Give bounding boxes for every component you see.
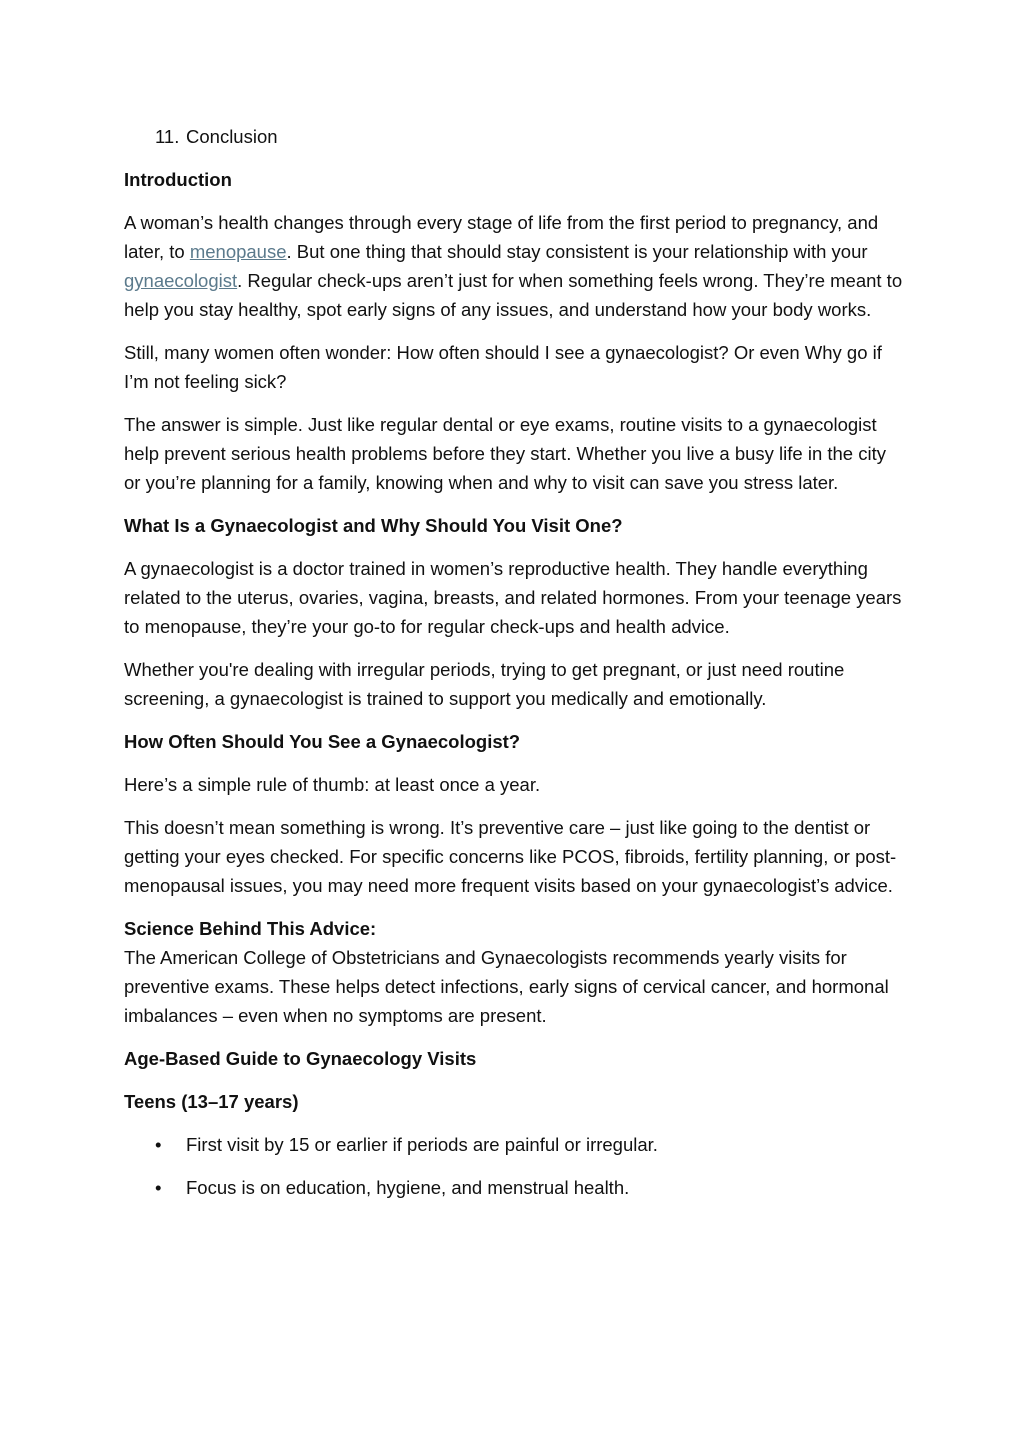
toc-item-number: 11.	[155, 126, 180, 147]
introduction-paragraph-2: Still, many women often wonder: How often should I see a gynaecologist? Or even Why go if I’m not feeling sick?	[124, 342, 882, 392]
intro-text-2: . But one thing that should stay consistent is your relationship with your	[286, 241, 868, 262]
how-often-paragraph-1: Here’s a simple rule of thumb: at least once a year.	[124, 774, 541, 795]
intro-text-1: A woman’s health changes through every stage of life from the first period to pregnancy, and later, to	[124, 212, 879, 262]
how-often-paragraph-2: This doesn’t mean something is wrong. It’s preventive care – just like going to the dentist or getting your eyes checked. For specific concerns like PCOS, fibroids, fertility planning, or post-menopausal issues, you may need more frequent visits based on your gynaecologist’s advice.	[124, 817, 897, 896]
introduction-paragraph-1	[124, 208, 904, 324]
introduction-heading: Introduction	[124, 169, 232, 190]
bullet-icon: •	[155, 1134, 162, 1155]
document-page	[124, 122, 904, 1216]
list-item-text: First visit by 15 or earlier if periods are painful or irregular.	[186, 1134, 658, 1155]
list-item	[124, 1173, 904, 1202]
introduction-paragraph-3: The answer is simple. Just like regular dental or eye exams, routine visits to a gynaecologist help prevent serious health problems before they start. Whether you live a busy life in the city or you’re planning for a family, knowing when and why to visit can save you stress later.	[124, 414, 886, 493]
science-heading: Science Behind This Advice:	[124, 918, 377, 939]
toc-item-label: Conclusion	[186, 126, 278, 147]
science-text: The American College of Obstetricians and Gynaecologists recommends yearly visits for preventive exams. These helps detect infections, early signs of cervical cancer, and hormonal imbalances – even when no symptoms are present.	[124, 947, 889, 1026]
what-is-heading: What Is a Gynaecologist and Why Should You Visit One?	[124, 515, 623, 536]
gynaecologist-link[interactable]: gynaecologist	[124, 270, 238, 291]
list-item	[124, 1130, 904, 1159]
menopause-link[interactable]: menopause	[189, 241, 287, 262]
what-is-paragraph-1: A gynaecologist is a doctor trained in women’s reproductive health. They handle everything related to the uterus, ovaries, vagina, breasts, and related hormones. From your teenage years to menopause, they’re your go-to for regular check-ups and health advice.	[124, 558, 902, 637]
science-block	[124, 914, 904, 1030]
toc-item-conclusion[interactable]	[124, 122, 904, 151]
intro-text-3: . Regular check-ups aren’t just for when something feels wrong. They’re meant to help you stay healthy, spot early signs of any issues, and understand how your body works.	[124, 270, 903, 320]
how-often-heading: How Often Should You See a Gynaecologist?	[124, 731, 521, 752]
list-item-text: Focus is on education, hygiene, and menstrual health.	[186, 1177, 630, 1198]
what-is-paragraph-2: Whether you're dealing with irregular periods, trying to get pregnant, or just need routine screening, a gynaecologist is trained to support you medically and emotionally.	[124, 659, 845, 709]
teens-list	[124, 1130, 904, 1202]
teens-heading: Teens (13–17 years)	[124, 1091, 299, 1112]
bullet-icon: •	[155, 1177, 162, 1198]
age-guide-heading: Age-Based Guide to Gynaecology Visits	[124, 1048, 477, 1069]
